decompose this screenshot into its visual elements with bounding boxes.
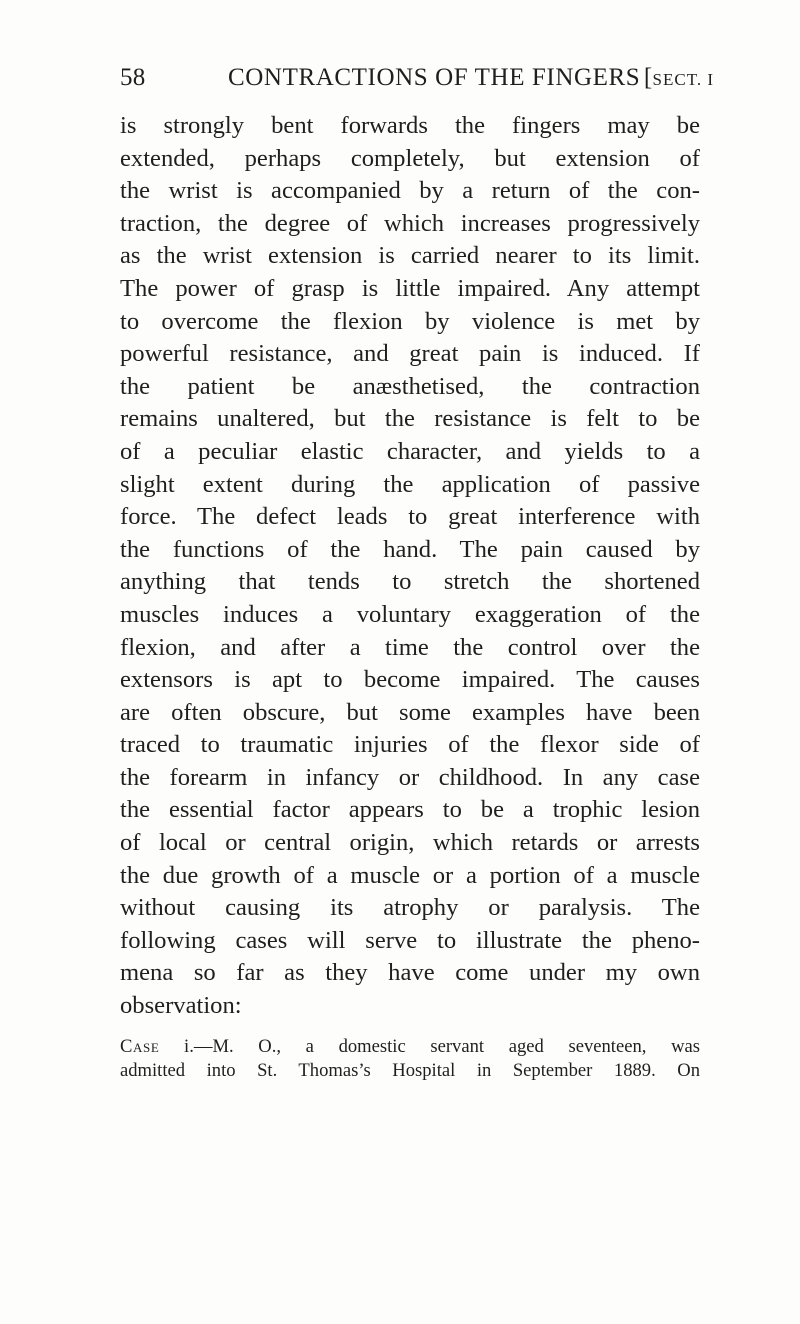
section-label: SECT. I	[652, 70, 714, 89]
text-line: of a peculiar elastic character, and yields to a	[120, 437, 700, 465]
text-line: the essential factor appears to be a trophic lesion	[120, 796, 700, 824]
case-label: Case	[120, 1035, 160, 1057]
text-line: traced to traumatic injuries of the flexor side of	[120, 731, 700, 759]
text-line: without causing its atrophy or paralysis. The	[120, 894, 700, 922]
text-line: extended, perhaps completely, but extension of	[120, 144, 700, 172]
text-line: of local or central origin, which retards or arrests	[120, 829, 700, 857]
text-line: the wrist is accompanied by a return of the con-	[120, 177, 700, 205]
running-title: CONTRACTIONS OF THE FINGERS	[228, 64, 641, 91]
case-report	[120, 1035, 700, 1083]
text-line: following cases will serve to illustrate the pheno-	[120, 926, 700, 954]
text-line: flexion, and after a time the control over the	[120, 633, 700, 661]
text-line: remains unaltered, but the resistance is felt to be	[120, 405, 700, 433]
text-line: observation:	[120, 992, 242, 1020]
text-line: slight extent during the application of passive	[120, 470, 700, 498]
text-line: as the wrist extension is carried nearer to its limit.	[120, 242, 700, 270]
page-number: 58	[120, 64, 146, 91]
text-line: mena so far as they have come under my own	[120, 959, 700, 987]
text-line: the functions of the hand. The pain caused by	[120, 535, 700, 563]
text-line: anything that tends to stretch the shortened	[120, 568, 700, 596]
text-line: force. The defect leads to great interference with	[120, 503, 700, 531]
text-line: the patient be anæsthetised, the contraction	[120, 372, 700, 400]
section-marker	[644, 60, 714, 98]
text-line: is strongly bent forwards the fingers may be	[120, 112, 700, 139]
text-line: The power of grasp is little impaired. Any attempt	[120, 274, 700, 302]
text-line: to overcome the flexion by violence is met by	[120, 307, 700, 335]
text-line: traction, the degree of which increases progressively	[120, 209, 700, 237]
book-page	[120, 60, 714, 1083]
section-bracket: [	[643, 64, 653, 91]
running-head	[120, 60, 714, 96]
text-line: powerful resistance, and great pain is induced. If	[120, 340, 700, 368]
text-line: muscles induces a voluntary exaggeration of the	[120, 600, 700, 628]
text-line: the forearm in infancy or childhood. In any case	[120, 763, 700, 791]
text-line: are often obscure, but some examples have been	[120, 698, 700, 726]
case-line: admitted into St. Thomas’s Hospital in September 1889. On	[120, 1059, 700, 1081]
body-paragraph	[120, 110, 700, 1023]
case-intro: i.—M. O., a domestic servant aged seventeen, was	[159, 1035, 700, 1057]
text-line: the due growth of a muscle or a portion of a muscle	[120, 861, 700, 889]
text-line: extensors is apt to become impaired. The causes	[120, 666, 700, 694]
case-line	[120, 1035, 700, 1059]
